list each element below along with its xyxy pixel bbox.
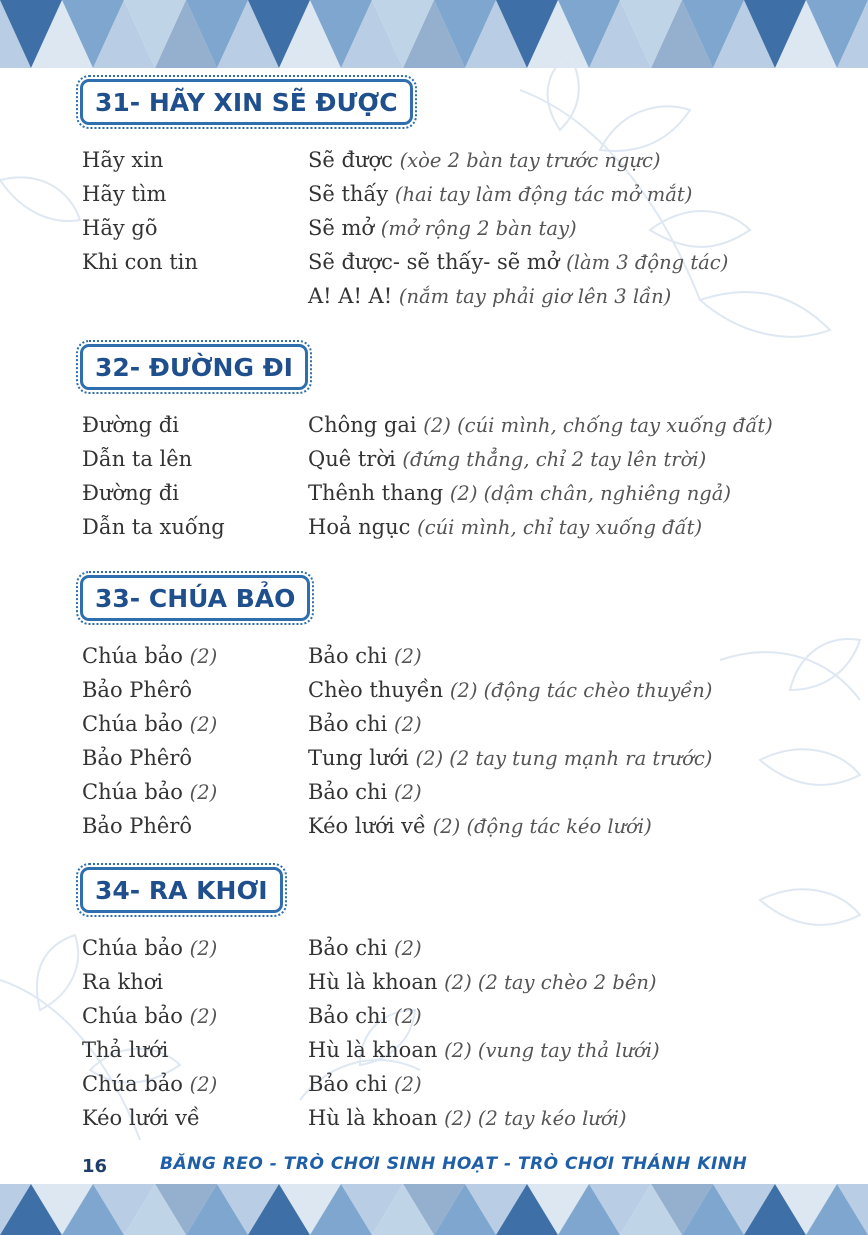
call-note: (2): [189, 781, 218, 804]
call-text: Ra khơi: [82, 970, 164, 994]
call-text: Đường đi: [82, 481, 179, 505]
section-title-box: [80, 867, 283, 913]
call-note: (2): [189, 937, 218, 960]
call-text: Đường đi: [82, 413, 179, 437]
lyric-row: [82, 741, 822, 775]
lyric-row: [82, 476, 822, 510]
response-text: A! A! A!: [308, 284, 393, 308]
action-note: (2) (cúi mình, chống tay xuống đất): [423, 414, 773, 437]
lyric-row: [82, 639, 822, 673]
response-text: Chông gai: [308, 413, 417, 437]
lyric-response: [308, 442, 706, 477]
lyric-response: [308, 1033, 660, 1068]
lyric-call: [82, 999, 217, 1034]
action-note: (mở rộng 2 bàn tay): [380, 217, 577, 240]
response-text: Bảo chi: [308, 644, 388, 668]
action-note: (làm 3 động tác): [566, 251, 729, 274]
lyric-row: [82, 143, 822, 177]
lyric-call: [82, 707, 217, 742]
section-title-box: [80, 79, 413, 125]
lyric-response: [308, 775, 422, 810]
lyric-row: [82, 673, 822, 707]
lyric-row: [82, 408, 822, 442]
lyric-row: [82, 707, 822, 741]
call-text: Hãy gõ: [82, 216, 158, 240]
response-text: Chèo thuyền: [308, 678, 444, 702]
response-text: Sẽ mở: [308, 216, 375, 240]
lyric-call: [82, 245, 198, 280]
lyric-response: [308, 143, 661, 178]
action-note: (2) (động tác kéo lưới): [432, 815, 652, 838]
lyric-call: [82, 775, 217, 810]
lyric-response: [308, 1067, 422, 1102]
running-header: BĂNG REO - TRÒ CHƠI SINH HOẠT - TRÒ CHƠI THÁNH KINH: [160, 1154, 748, 1174]
lyric-row: [82, 965, 822, 999]
call-text: Dẫn ta xuống: [82, 515, 225, 539]
response-text: Hù là khoan: [308, 1106, 438, 1130]
response-text: Bảo chi: [308, 780, 388, 804]
lyric-response: [308, 741, 712, 776]
action-note: (đứng thẳng, chỉ 2 tay lên trời): [402, 448, 707, 471]
lyrics-rows: [82, 408, 822, 544]
lyric-call: [82, 408, 179, 443]
action-note: (hai tay làm động tác mở mắt): [394, 183, 693, 206]
lyric-call: [82, 1101, 200, 1136]
action-note: (2) (động tác chèo thuyền): [449, 679, 713, 702]
action-note: (2) (2 tay tung mạnh ra trước): [415, 747, 713, 770]
lyric-call: [82, 1033, 168, 1068]
action-note: (2): [393, 713, 422, 736]
response-text: Bảo chi: [308, 1072, 388, 1096]
lyric-row: [82, 1067, 822, 1101]
call-text: Chúa bảo: [82, 1072, 183, 1096]
response-text: Thênh thang: [308, 481, 444, 505]
call-text: Bảo Phêrô: [82, 746, 193, 770]
action-note: (2) (2 tay chèo 2 bên): [444, 971, 657, 994]
lyric-response: [308, 510, 702, 545]
lyric-row: [82, 279, 822, 313]
lyric-response: [308, 639, 422, 674]
lyrics-rows: [82, 931, 822, 1135]
response-text: Bảo chi: [308, 1004, 388, 1028]
action-note: (2): [393, 1005, 422, 1028]
lyric-response: [308, 245, 728, 280]
response-text: Quê trời: [308, 447, 396, 471]
lyric-call: [82, 673, 192, 708]
lyric-row: [82, 211, 822, 245]
lyric-row: [82, 931, 822, 965]
response-text: Kéo lưới về: [308, 814, 426, 838]
action-note: (2) (vung tay thả lưới): [444, 1039, 660, 1062]
section-title: 32- ĐƯỜNG ĐI: [95, 352, 293, 382]
lyric-row: [82, 1033, 822, 1067]
lyric-response: [308, 809, 652, 844]
lyric-row: [82, 510, 822, 544]
bottom-triangle-border: [0, 1184, 868, 1235]
lyric-response: [308, 177, 692, 212]
call-text: Hãy tìm: [82, 182, 167, 206]
top-triangle-border: [0, 0, 868, 68]
lyric-row: [82, 1101, 822, 1135]
lyric-response: [308, 279, 671, 314]
action-note: (2): [393, 781, 422, 804]
call-text: Kéo lưới về: [82, 1106, 200, 1130]
action-note: (2): [393, 645, 422, 668]
lyric-call: [82, 476, 179, 511]
response-text: Sẽ được: [308, 148, 393, 172]
response-text: Sẽ thấy: [308, 182, 389, 206]
action-note: (2) (2 tay kéo lưới): [444, 1107, 627, 1130]
action-note: (cúi mình, chỉ tay xuống đất): [417, 516, 703, 539]
response-text: Bảo chi: [308, 712, 388, 736]
lyric-call: [82, 510, 225, 545]
action-note: (xòe 2 bàn tay trước ngực): [399, 149, 661, 172]
call-text: Chúa bảo: [82, 1004, 183, 1028]
lyric-call: [82, 965, 163, 1000]
lyric-call: [82, 211, 157, 246]
lyric-response: [308, 965, 657, 1000]
lyric-response: [308, 1101, 626, 1136]
call-note: (2): [189, 1073, 218, 1096]
lyric-call: [82, 809, 192, 844]
call-text: Bảo Phêrô: [82, 814, 193, 838]
lyrics-rows: [82, 639, 822, 843]
section-title: 34- RA KHƠI: [95, 875, 268, 905]
response-text: Tung lưới: [308, 746, 409, 770]
lyric-call: [82, 931, 217, 966]
response-text: Hù là khoan: [308, 1038, 438, 1062]
page-number: 16: [82, 1156, 108, 1177]
call-text: Chúa bảo: [82, 936, 183, 960]
call-text: Bảo Phêrô: [82, 678, 193, 702]
action-note: (2): [393, 937, 422, 960]
section-title: 31- HÃY XIN SẼ ĐƯỢC: [95, 87, 398, 117]
call-text: Dẫn ta lên: [82, 447, 193, 471]
action-note: (2) (dậm chân, nghiêng ngả): [449, 482, 732, 505]
lyric-call: [82, 639, 217, 674]
response-text: Sẽ được- sẽ thấy- sẽ mở: [308, 250, 560, 274]
call-note: (2): [189, 713, 218, 736]
call-text: Chúa bảo: [82, 712, 183, 736]
lyric-response: [308, 476, 731, 511]
call-text: Hãy xin: [82, 148, 164, 172]
lyric-response: [308, 707, 422, 742]
call-text: Thả lưới: [82, 1038, 169, 1062]
response-text: Hù là khoan: [308, 970, 438, 994]
lyric-row: [82, 442, 822, 476]
section-title-box: [80, 344, 308, 390]
lyric-call: [82, 741, 192, 776]
response-text: Hoả ngục: [308, 515, 411, 539]
section-title-box: [80, 575, 310, 621]
lyric-call: [82, 143, 163, 178]
lyric-response: [308, 211, 577, 246]
lyric-row: [82, 177, 822, 211]
lyrics-rows: [82, 143, 822, 313]
response-text: Bảo chi: [308, 936, 388, 960]
call-text: Chúa bảo: [82, 644, 183, 668]
call-note: (2): [189, 645, 218, 668]
lyric-call: [82, 442, 192, 477]
action-note: (nắm tay phải giơ lên 3 lần): [398, 285, 672, 308]
lyric-call: [82, 1067, 217, 1102]
lyric-row: [82, 775, 822, 809]
lyric-row: [82, 245, 822, 279]
lyric-response: [308, 931, 422, 966]
call-text: Chúa bảo: [82, 780, 183, 804]
call-note: (2): [189, 1005, 218, 1028]
action-note: (2): [393, 1073, 422, 1096]
lyric-response: [308, 999, 422, 1034]
lyric-response: [308, 673, 712, 708]
lyric-row: [82, 809, 822, 843]
call-text: Khi con tin: [82, 250, 198, 274]
section-title: 33- CHÚA BẢO: [95, 583, 296, 613]
lyric-row: [82, 999, 822, 1033]
lyric-call: [82, 177, 166, 212]
lyric-response: [308, 408, 773, 443]
